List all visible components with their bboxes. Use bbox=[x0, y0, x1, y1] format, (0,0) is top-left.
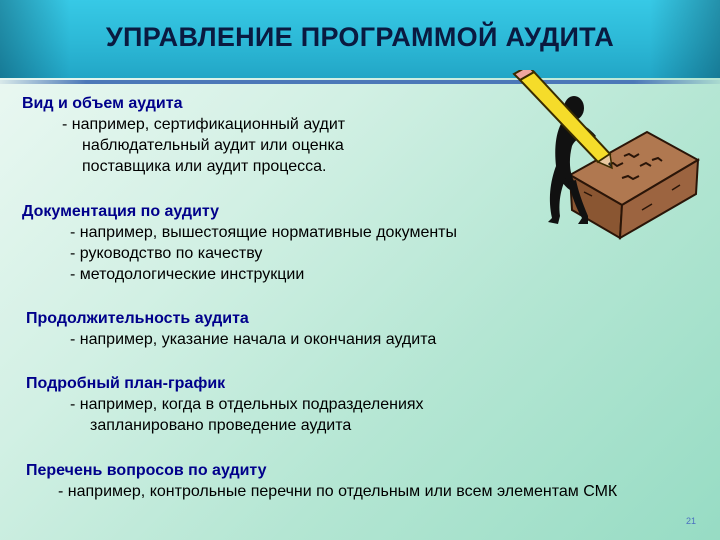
section-line: - например, вышестоящие нормативные документы bbox=[70, 224, 458, 241]
slide-title: УПРАВЛЕНИЕ ПРОГРАММОЙ АУДИТА bbox=[105, 22, 615, 52]
section-line: поставщика или аудит процесса. bbox=[82, 158, 327, 175]
section-line: - руководство по качеству bbox=[70, 245, 263, 262]
section-line: - например, сертификационный аудит bbox=[62, 116, 346, 133]
section-line: - например, указание начала и окончания аудита bbox=[70, 331, 437, 348]
section-line: запланировано проведение аудита bbox=[90, 417, 352, 434]
section-heading-audit-type: Вид и объем аудита bbox=[22, 95, 183, 112]
section-line: наблюдательный аудит или оценка bbox=[82, 137, 344, 154]
section-line: - например, контрольные перечни по отдельным или всем элементам СМК bbox=[58, 483, 618, 500]
section-heading-schedule: Подробный план-график bbox=[26, 375, 226, 392]
section-line: - методологические инструкции bbox=[70, 266, 305, 283]
section-line: - например, когда в отдельных подразделениях bbox=[70, 396, 424, 413]
page-number: 21 bbox=[686, 516, 697, 526]
section-heading-duration: Продолжительность аудита bbox=[26, 310, 249, 327]
section-heading-checklist: Перечень вопросов по аудиту bbox=[26, 462, 267, 479]
section-heading-documentation: Документация по аудиту bbox=[22, 203, 220, 220]
figure-writing-on-box-illustration bbox=[512, 70, 702, 240]
